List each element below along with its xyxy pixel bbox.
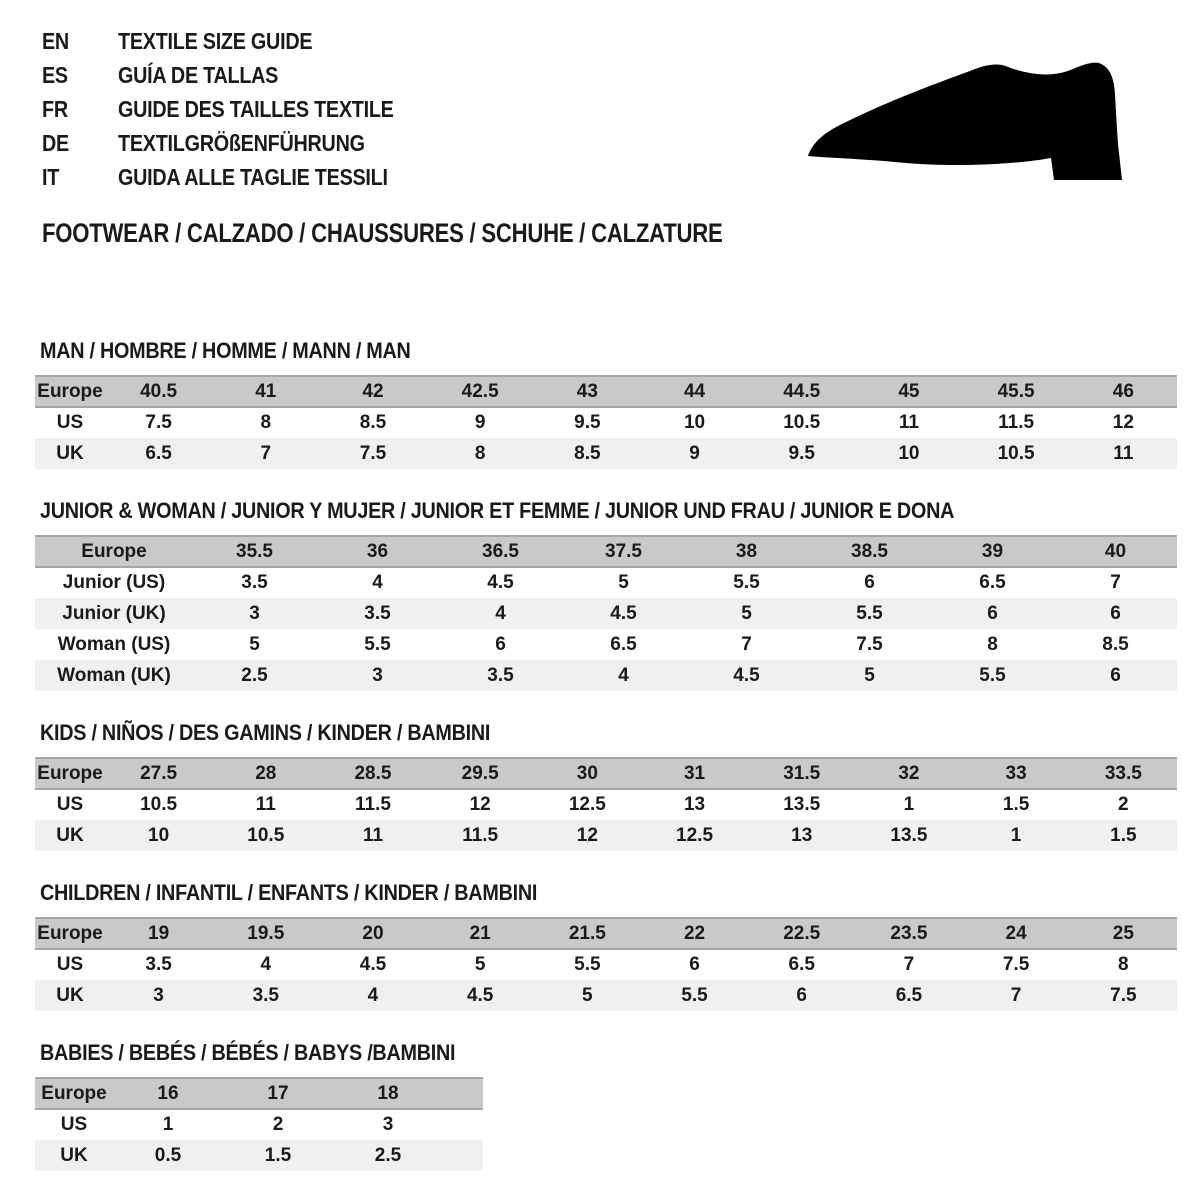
table-row: [35, 1140, 483, 1171]
language-title: TEXTILGRÖßENFÜHRUNG: [118, 129, 365, 156]
size-cell: 5.5: [574, 954, 601, 975]
table-row: [35, 438, 1177, 469]
size-cell: 9.5: [574, 412, 601, 433]
section-title-text: BABIES / BEBÉS / BÉBÉS / BABYS /BAMBINI: [40, 1040, 456, 1065]
row-label: Junior (UK): [35, 598, 193, 629]
size-section-junior-woman: [35, 498, 1177, 691]
size-cell: 9: [474, 412, 486, 433]
size-cell: 5.5: [641, 980, 748, 1011]
size-cell: 3.5: [241, 572, 268, 593]
size-cell: 2: [1118, 794, 1129, 815]
size-cell: 7: [903, 954, 915, 975]
size-cell: 32: [855, 758, 962, 789]
size-cell: 6: [689, 954, 700, 975]
size-cell: 9.5: [748, 438, 855, 469]
size-cell: 12.5: [641, 820, 748, 851]
language-code: ES: [42, 61, 68, 88]
size-cell: 3: [105, 980, 212, 1011]
shoe-icon: [802, 58, 1144, 188]
size-cell: 10.5: [783, 412, 821, 433]
size-cell: 36: [316, 536, 439, 567]
size-cell: 11: [898, 412, 919, 433]
size-table-kids: [35, 757, 1177, 851]
language-title: GUIDA ALLE TAGLIE TESSILI: [118, 163, 388, 190]
table-header-row: [35, 536, 1177, 567]
size-cell: 43: [534, 376, 641, 407]
size-section-kids: [35, 720, 1177, 851]
size-cell: 46: [1070, 376, 1177, 407]
size-cell: 10.5: [963, 438, 1070, 469]
row-label: US: [56, 954, 84, 975]
size-cell: 16: [113, 1078, 223, 1109]
size-cell: 4.5: [487, 572, 514, 593]
size-cell: 19.5: [212, 918, 319, 949]
size-cell: 8: [427, 438, 534, 469]
size-table-babies: [35, 1077, 483, 1171]
row-label: Europe: [35, 758, 105, 789]
size-cell: 40: [1054, 536, 1177, 567]
language-title: GUIDE DES TAILLES TEXTILE: [118, 95, 394, 122]
size-cell: 5: [534, 980, 641, 1011]
language-row-fr: [42, 92, 439, 126]
size-cell: 45: [855, 376, 962, 407]
size-cell: 35.5: [193, 536, 316, 567]
spacer-cell: [443, 1078, 483, 1109]
section-title-babies: [40, 1040, 1177, 1066]
section-title-text: MAN / HOMBRE / HOMME / MANN / MAN: [40, 338, 411, 363]
size-cell: 6.5: [105, 438, 212, 469]
size-cell: 37.5: [562, 536, 685, 567]
size-cell: 42.5: [427, 376, 534, 407]
size-cell: 5.5: [931, 660, 1054, 691]
size-cell: 10.5: [212, 820, 319, 851]
size-cell: 12.5: [568, 794, 606, 815]
table-row: [35, 598, 1177, 629]
size-cell: 12: [1112, 412, 1134, 433]
language-row-de: [42, 126, 439, 160]
size-section-man: [35, 338, 1177, 469]
size-tables: [35, 338, 1177, 1200]
size-cell: 6.5: [855, 980, 962, 1011]
size-cell: 10: [105, 820, 212, 851]
size-cell: 11: [319, 820, 426, 851]
size-cell: 13.5: [855, 820, 962, 851]
size-table-man: [35, 375, 1177, 469]
size-section-babies: [35, 1040, 1177, 1171]
size-cell: 11: [255, 794, 276, 815]
size-cell: 11.5: [355, 794, 391, 815]
size-cell: 2.5: [333, 1140, 443, 1171]
size-cell: 6: [1054, 660, 1177, 691]
language-row-it: [42, 160, 439, 194]
language-row-es: [42, 58, 439, 92]
size-cell: 6.5: [788, 954, 815, 975]
size-cell: 28.5: [319, 758, 426, 789]
size-cell: 33: [963, 758, 1070, 789]
size-cell: 3.5: [439, 660, 562, 691]
size-cell: 22: [641, 918, 748, 949]
size-cell: 12: [534, 820, 641, 851]
size-cell: 8.5: [1102, 633, 1129, 655]
size-cell: 45.5: [963, 376, 1070, 407]
size-cell: 38.5: [808, 536, 931, 567]
size-cell: 4.5: [359, 954, 387, 975]
row-label: Europe: [35, 376, 105, 407]
size-cell: 5.5: [733, 572, 760, 593]
size-cell: 8: [260, 412, 272, 433]
table-row: [35, 660, 1177, 691]
language-row-en: [42, 24, 439, 58]
size-cell: 42: [319, 376, 426, 407]
size-cell: 1.5: [223, 1140, 333, 1171]
table-row: [35, 567, 1177, 598]
size-cell: 6.5: [979, 572, 1006, 593]
size-cell: 4.5: [685, 660, 808, 691]
size-cell: 1.5: [1070, 820, 1177, 851]
language-code: DE: [42, 129, 69, 156]
size-cell: 7.5: [319, 438, 426, 469]
size-cell: 44: [641, 376, 748, 407]
size-cell: 38: [685, 536, 808, 567]
section-title-junior-woman: [40, 498, 1177, 524]
size-cell: 3.5: [212, 980, 319, 1011]
size-cell: 4: [562, 660, 685, 691]
size-cell: 6: [495, 633, 506, 655]
size-cell: 11.5: [427, 820, 534, 851]
size-cell: 7: [1110, 572, 1121, 593]
size-cell: 33.5: [1070, 758, 1177, 789]
size-cell: 21: [427, 918, 534, 949]
size-cell: 5: [618, 572, 629, 593]
row-label: UK: [35, 1140, 113, 1171]
size-cell: 5: [685, 598, 808, 629]
size-cell: 8.5: [359, 412, 387, 433]
table-header-row: [35, 1078, 483, 1109]
size-cell: 10.5: [140, 794, 178, 815]
size-cell: 29.5: [427, 758, 534, 789]
table-row: [35, 789, 1177, 820]
size-cell: 6: [931, 598, 1054, 629]
size-cell: 10: [683, 412, 706, 433]
size-cell: 7.5: [856, 633, 883, 655]
language-code: EN: [42, 27, 69, 54]
language-title: TEXTILE SIZE GUIDE: [118, 27, 313, 54]
size-cell: 13: [748, 820, 855, 851]
row-label: UK: [35, 980, 105, 1011]
size-cell: 1: [963, 820, 1070, 851]
size-cell: 12: [469, 794, 491, 815]
size-cell: 22.5: [748, 918, 855, 949]
category-heading: FOOTWEAR / CALZADO / CHAUSSURES / SCHUHE / CALZATURE: [42, 218, 723, 248]
size-cell: 10: [855, 438, 962, 469]
size-cell: 13: [683, 794, 706, 815]
size-cell: 7: [963, 980, 1070, 1011]
size-cell: 9: [641, 438, 748, 469]
row-label: Woman (UK): [35, 660, 193, 691]
size-cell: 5: [474, 954, 486, 975]
table-row: [35, 629, 1177, 660]
row-label: Europe: [35, 918, 105, 949]
size-cell: 31: [641, 758, 748, 789]
size-cell: 0.5: [113, 1140, 223, 1171]
size-cell: 1: [162, 1114, 174, 1135]
row-label: Europe: [35, 1078, 113, 1109]
size-cell: 44.5: [748, 376, 855, 407]
size-cell: 19: [105, 918, 212, 949]
size-cell: 7.5: [145, 412, 172, 433]
table-row: [35, 1109, 483, 1140]
table-header-row: [35, 918, 1177, 949]
section-title-children: [40, 880, 1177, 906]
size-cell: 6: [864, 572, 875, 593]
size-cell: 8: [987, 633, 998, 655]
size-cell: 3.5: [145, 954, 172, 975]
size-cell: 5: [249, 633, 260, 655]
size-cell: 6.5: [610, 633, 637, 655]
size-cell: 30: [534, 758, 641, 789]
row-label: Woman (US): [57, 633, 171, 655]
size-cell: 28: [212, 758, 319, 789]
size-cell: 7: [212, 438, 319, 469]
size-cell: 36.5: [439, 536, 562, 567]
size-cell: 11: [1070, 438, 1177, 469]
size-cell: 31.5: [748, 758, 855, 789]
size-table-junior-woman: [35, 535, 1177, 691]
size-cell: 7.5: [1070, 980, 1177, 1011]
section-title-text: JUNIOR & WOMAN / JUNIOR Y MUJER / JUNIOR ET FEMME / JUNIOR UND FRAU / JUNIOR E DONA: [40, 498, 955, 523]
size-cell: 4: [372, 572, 383, 593]
size-cell: 1.5: [1002, 794, 1030, 815]
table-row: [35, 820, 1177, 851]
size-cell: 21.5: [534, 918, 641, 949]
size-cell: 4: [439, 598, 562, 629]
size-cell: 23.5: [855, 918, 962, 949]
size-cell: 4: [319, 980, 426, 1011]
size-cell: 41: [212, 376, 319, 407]
size-cell: 4: [260, 954, 272, 975]
size-cell: 39: [931, 536, 1054, 567]
spacer-cell: [443, 1109, 483, 1140]
size-cell: 3.5: [316, 598, 439, 629]
size-cell: 5.5: [364, 633, 391, 655]
size-cell: 7.5: [1002, 954, 1030, 975]
size-cell: 6: [1054, 598, 1177, 629]
size-cell: 18: [333, 1078, 443, 1109]
section-title-text: CHILDREN / INFANTIL / ENFANTS / KINDER / BAMBINI: [40, 880, 538, 905]
size-cell: 17: [223, 1078, 333, 1109]
size-section-children: [35, 880, 1177, 1011]
size-cell: 8: [1118, 954, 1129, 975]
row-label: Junior (US): [62, 572, 166, 593]
size-cell: 7: [741, 633, 752, 655]
table-row: [35, 949, 1177, 980]
table-row: [35, 980, 1177, 1011]
section-title-man: [40, 338, 1177, 364]
size-table-children: [35, 917, 1177, 1011]
size-cell: 11.5: [998, 412, 1035, 433]
size-cell: 2.5: [193, 660, 316, 691]
table-header-row: [35, 376, 1177, 407]
row-label: UK: [35, 438, 105, 469]
spacer-cell: [443, 1140, 483, 1171]
table-header-row: [35, 758, 1177, 789]
size-cell: 2: [272, 1114, 284, 1135]
row-label: US: [56, 412, 84, 433]
size-cell: 3: [382, 1114, 394, 1135]
language-title: GUÍA DE TALLAS: [118, 61, 279, 88]
language-code: IT: [42, 163, 60, 190]
size-cell: 40.5: [105, 376, 212, 407]
language-legend: [42, 24, 439, 194]
size-cell: 3: [193, 598, 316, 629]
size-cell: 4.5: [562, 598, 685, 629]
size-cell: 13.5: [783, 794, 821, 815]
section-title-kids: [40, 720, 1177, 746]
size-cell: 5.5: [808, 598, 931, 629]
size-cell: 1: [903, 794, 915, 815]
size-cell: 5: [808, 660, 931, 691]
size-cell: 8.5: [534, 438, 641, 469]
size-cell: 27.5: [105, 758, 212, 789]
size-cell: 25: [1070, 918, 1177, 949]
size-cell: 6: [748, 980, 855, 1011]
size-cell: 24: [963, 918, 1070, 949]
row-label: UK: [35, 820, 105, 851]
table-row: [35, 407, 1177, 438]
row-label: US: [56, 794, 84, 815]
row-label: US: [60, 1114, 88, 1135]
section-title-text: KIDS / NIÑOS / DES GAMINS / KINDER / BAMBINI: [40, 720, 491, 745]
size-cell: 3: [316, 660, 439, 691]
language-code: FR: [42, 95, 68, 122]
row-label: Europe: [35, 536, 193, 567]
size-cell: 20: [319, 918, 426, 949]
size-cell: 4.5: [427, 980, 534, 1011]
